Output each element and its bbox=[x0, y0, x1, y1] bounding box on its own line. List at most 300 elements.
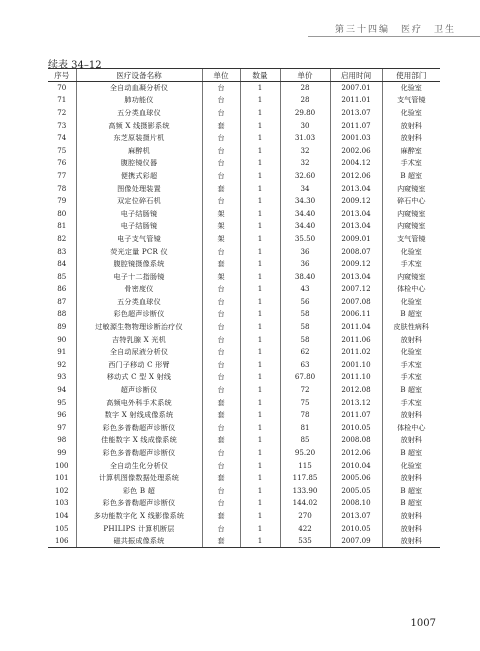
serial-number-cell: 91 bbox=[57, 347, 67, 357]
equipment-name-cell: 高频 X 线摄影系统 bbox=[76, 119, 202, 132]
quantity-cell: 1 bbox=[240, 535, 280, 548]
unit-price-cell: 43 bbox=[280, 283, 330, 296]
table-row bbox=[48, 220, 440, 233]
serial-number-cell: 82 bbox=[57, 233, 67, 243]
quantity-cell: 1 bbox=[240, 170, 280, 183]
table-row bbox=[48, 132, 440, 145]
serial-number-cell: 105 bbox=[54, 523, 69, 533]
department-cell: 化验室 bbox=[382, 459, 440, 472]
serial-number-cell: 81 bbox=[57, 221, 67, 231]
quantity-cell: 1 bbox=[240, 270, 280, 283]
serial-number-cell: 74 bbox=[57, 133, 67, 143]
unit-cell: 台 bbox=[202, 346, 240, 359]
start-date-cell: 2007.01 bbox=[330, 82, 382, 95]
quantity-cell: 1 bbox=[240, 182, 280, 195]
unit-cell: 套 bbox=[202, 510, 240, 523]
unit-cell: 架 bbox=[202, 233, 240, 246]
quantity-cell: 1 bbox=[240, 258, 280, 271]
unit-price-cell: 36 bbox=[280, 258, 330, 271]
serial-number-cell: 97 bbox=[57, 422, 67, 432]
unit-cell: 套 bbox=[202, 472, 240, 485]
page-number: 1007 bbox=[410, 618, 436, 629]
equipment-name-cell: 电子支气管镜 bbox=[76, 233, 202, 246]
department-cell: 放射科 bbox=[382, 119, 440, 132]
equipment-name-cell: 移动式 C 型 X 射线 bbox=[76, 371, 202, 384]
table-row bbox=[48, 144, 440, 157]
unit-cell: 台 bbox=[202, 384, 240, 397]
serial-number-cell: 101 bbox=[54, 473, 69, 483]
serial-number-cell: 71 bbox=[57, 95, 67, 105]
unit-cell: 台 bbox=[202, 283, 240, 296]
department-cell: 手术室 bbox=[382, 371, 440, 384]
table-caption: 续表 34–12 bbox=[48, 60, 102, 71]
department-cell: 内窥镜室 bbox=[382, 207, 440, 220]
unit-cell: 套 bbox=[202, 182, 240, 195]
start-date-cell: 2008.07 bbox=[330, 245, 382, 258]
equipment-name-cell: 电子十二指肠镜 bbox=[76, 270, 202, 283]
quantity-cell: 1 bbox=[240, 207, 280, 220]
unit-cell: 台 bbox=[202, 371, 240, 384]
serial-number-cell: 75 bbox=[57, 145, 67, 155]
quantity-cell: 1 bbox=[240, 233, 280, 246]
table-row bbox=[48, 258, 440, 271]
table-row bbox=[48, 497, 440, 510]
unit-cell: 台 bbox=[202, 157, 240, 170]
equipment-name-cell: 佳能数字 X 线成像系统 bbox=[76, 434, 202, 447]
start-date-cell: 2012.06 bbox=[330, 447, 382, 460]
start-date-cell: 2002.06 bbox=[330, 144, 382, 157]
equipment-name-cell: 计算机图像数据处理系统 bbox=[76, 472, 202, 485]
unit-cell: 台 bbox=[202, 321, 240, 334]
table-body bbox=[48, 82, 440, 548]
start-date-cell: 2013.04 bbox=[330, 207, 382, 220]
department-cell: 手术室 bbox=[382, 359, 440, 372]
start-date-cell: 2013.04 bbox=[330, 182, 382, 195]
unit-cell: 台 bbox=[202, 522, 240, 535]
quantity-cell: 1 bbox=[240, 245, 280, 258]
unit-cell: 台 bbox=[202, 459, 240, 472]
unit-price-cell: 36 bbox=[280, 245, 330, 258]
unit-cell: 台 bbox=[202, 107, 240, 120]
department-cell: 碎石中心 bbox=[382, 195, 440, 208]
start-date-cell: 2007.08 bbox=[330, 296, 382, 309]
serial-number-cell: 83 bbox=[57, 246, 67, 256]
unit-price-cell: 78 bbox=[280, 409, 330, 422]
quantity-cell: 1 bbox=[240, 220, 280, 233]
department-cell: 化验室 bbox=[382, 107, 440, 120]
table-row bbox=[48, 485, 440, 498]
table-row bbox=[48, 434, 440, 447]
table-row bbox=[48, 233, 440, 246]
table-row bbox=[48, 245, 440, 258]
department-cell: 化验室 bbox=[382, 245, 440, 258]
quantity-cell: 1 bbox=[240, 346, 280, 359]
quantity-cell: 1 bbox=[240, 459, 280, 472]
start-date-cell: 2009.12 bbox=[330, 258, 382, 271]
quantity-cell: 1 bbox=[240, 409, 280, 422]
unit-cell: 台 bbox=[202, 144, 240, 157]
serial-number-cell: 89 bbox=[57, 322, 67, 332]
header-equipment-name: 医疗设备名称 bbox=[76, 69, 202, 82]
department-cell: B 超室 bbox=[382, 170, 440, 183]
equipment-name-cell: 腹腔镜仪器 bbox=[76, 157, 202, 170]
serial-number-cell: 95 bbox=[57, 397, 67, 407]
equipment-name-cell: 彩色多普勒超声诊断仪 bbox=[76, 422, 202, 435]
equipment-name-cell: 全自动尿液分析仪 bbox=[76, 346, 202, 359]
department-cell: 放射科 bbox=[382, 434, 440, 447]
unit-price-cell: 32 bbox=[280, 157, 330, 170]
start-date-cell: 2011.01 bbox=[330, 94, 382, 107]
equipment-name-cell: 超声诊断仪 bbox=[76, 384, 202, 397]
quantity-cell: 1 bbox=[240, 144, 280, 157]
table-row bbox=[48, 510, 440, 523]
unit-price-cell: 28 bbox=[280, 94, 330, 107]
equipment-name-cell: 腹腔镜摄像系统 bbox=[76, 258, 202, 271]
table-row bbox=[48, 207, 440, 220]
unit-price-cell: 115 bbox=[280, 459, 330, 472]
serial-number-cell: 85 bbox=[57, 271, 67, 281]
start-date-cell: 2010.05 bbox=[330, 422, 382, 435]
department-cell: 放射科 bbox=[382, 132, 440, 145]
quantity-cell: 1 bbox=[240, 485, 280, 498]
quantity-cell: 1 bbox=[240, 195, 280, 208]
equipment-name-cell: 双定位碎石机 bbox=[76, 195, 202, 208]
department-cell: 内窥镜室 bbox=[382, 220, 440, 233]
department-cell: 支气管镜 bbox=[382, 94, 440, 107]
equipment-name-cell: 电子结肠镜 bbox=[76, 207, 202, 220]
unit-price-cell: 117.85 bbox=[280, 472, 330, 485]
department-cell: B 超室 bbox=[382, 384, 440, 397]
unit-cell: 台 bbox=[202, 245, 240, 258]
equipment-name-cell: 磁共振成像系统 bbox=[76, 535, 202, 548]
quantity-cell: 1 bbox=[240, 447, 280, 460]
department-cell: 化验室 bbox=[382, 296, 440, 309]
start-date-cell: 2013.07 bbox=[330, 510, 382, 523]
equipment-name-cell: 荧光定量 PCR 仪 bbox=[76, 245, 202, 258]
serial-number-cell: 77 bbox=[57, 170, 67, 180]
table-row bbox=[48, 94, 440, 107]
department-cell: 手术室 bbox=[382, 157, 440, 170]
unit-cell: 台 bbox=[202, 82, 240, 95]
unit-price-cell: 72 bbox=[280, 384, 330, 397]
header-serial-number: 序号 bbox=[48, 69, 76, 82]
quantity-cell: 1 bbox=[240, 333, 280, 346]
start-date-cell: 2006.11 bbox=[330, 308, 382, 321]
serial-number-cell: 92 bbox=[57, 359, 67, 369]
table-row bbox=[48, 459, 440, 472]
equipment-name-cell: 彩色多普勒超声诊断仪 bbox=[76, 497, 202, 510]
department-cell: 内窥镜室 bbox=[382, 270, 440, 283]
department-cell: B 超室 bbox=[382, 485, 440, 498]
equipment-name-cell: 西门子移动 C 形臂 bbox=[76, 359, 202, 372]
start-date-cell: 2005.06 bbox=[330, 472, 382, 485]
running-head: 第三十四编 医疗 卫生 bbox=[334, 25, 456, 35]
quantity-cell: 1 bbox=[240, 296, 280, 309]
serial-number-cell: 72 bbox=[57, 107, 67, 117]
table-row bbox=[48, 333, 440, 346]
table-row bbox=[48, 371, 440, 384]
unit-price-cell: 58 bbox=[280, 333, 330, 346]
unit-price-cell: 67.80 bbox=[280, 371, 330, 384]
serial-number-cell: 90 bbox=[57, 334, 67, 344]
start-date-cell: 2012.06 bbox=[330, 170, 382, 183]
quantity-cell: 1 bbox=[240, 132, 280, 145]
quantity-cell: 1 bbox=[240, 94, 280, 107]
start-date-cell: 2007.12 bbox=[330, 283, 382, 296]
unit-cell: 台 bbox=[202, 497, 240, 510]
quantity-cell: 1 bbox=[240, 283, 280, 296]
start-date-cell: 2001.10 bbox=[330, 359, 382, 372]
table-header-row bbox=[48, 69, 440, 82]
start-date-cell: 2009.01 bbox=[330, 233, 382, 246]
unit-price-cell: 32 bbox=[280, 144, 330, 157]
unit-price-cell: 32.60 bbox=[280, 170, 330, 183]
department-cell: 皮肤性病科 bbox=[382, 321, 440, 334]
equipment-name-cell: 吉特乳腺 X 光机 bbox=[76, 333, 202, 346]
unit-price-cell: 34 bbox=[280, 182, 330, 195]
equipment-name-cell: PHILIPS 计算机断层 bbox=[76, 522, 202, 535]
unit-price-cell: 85 bbox=[280, 434, 330, 447]
department-cell: 放射科 bbox=[382, 409, 440, 422]
header-department: 使用部门 bbox=[382, 69, 440, 82]
serial-number-cell: 78 bbox=[57, 183, 67, 193]
unit-price-cell: 81 bbox=[280, 422, 330, 435]
table-row bbox=[48, 447, 440, 460]
serial-number-cell: 106 bbox=[48, 535, 76, 548]
unit-cell: 套 bbox=[202, 535, 240, 548]
department-cell: 内窥镜室 bbox=[382, 182, 440, 195]
start-date-cell: 2008.10 bbox=[330, 497, 382, 510]
department-cell: 放射科 bbox=[382, 472, 440, 485]
table-row bbox=[48, 296, 440, 309]
department-cell: 体检中心 bbox=[382, 283, 440, 296]
department-cell: B 超室 bbox=[382, 308, 440, 321]
department-cell: B 超室 bbox=[382, 497, 440, 510]
quantity-cell: 1 bbox=[240, 384, 280, 397]
serial-number-cell: 98 bbox=[57, 435, 67, 445]
department-cell: B 超室 bbox=[382, 447, 440, 460]
serial-number-cell: 103 bbox=[54, 498, 69, 508]
unit-price-cell: 535 bbox=[280, 535, 330, 548]
table-row bbox=[48, 472, 440, 485]
unit-price-cell: 56 bbox=[280, 296, 330, 309]
unit-cell: 台 bbox=[202, 485, 240, 498]
running-head-rule bbox=[308, 36, 480, 37]
unit-price-cell: 58 bbox=[280, 308, 330, 321]
unit-cell: 台 bbox=[202, 359, 240, 372]
start-date-cell: 2011.04 bbox=[330, 321, 382, 334]
equipment-name-cell: 彩色 B 超 bbox=[76, 485, 202, 498]
serial-number-cell: 80 bbox=[57, 208, 67, 218]
department-cell: 体检中心 bbox=[382, 422, 440, 435]
serial-number-cell: 88 bbox=[57, 309, 67, 319]
table-row bbox=[48, 107, 440, 120]
unit-cell: 套 bbox=[202, 409, 240, 422]
table-row bbox=[48, 170, 440, 183]
unit-price-cell: 58 bbox=[280, 321, 330, 334]
quantity-cell: 1 bbox=[240, 510, 280, 523]
start-date-cell: 2011.07 bbox=[330, 409, 382, 422]
quantity-cell: 1 bbox=[240, 472, 280, 485]
serial-number-cell: 93 bbox=[57, 372, 67, 382]
table-row bbox=[48, 195, 440, 208]
unit-cell: 套 bbox=[202, 258, 240, 271]
serial-number-cell: 84 bbox=[57, 259, 67, 269]
table-row bbox=[48, 384, 440, 397]
unit-price-cell: 30 bbox=[280, 119, 330, 132]
unit-price-cell: 34.30 bbox=[280, 195, 330, 208]
quantity-cell: 1 bbox=[240, 82, 280, 95]
unit-cell: 套 bbox=[202, 119, 240, 132]
start-date-cell: 2009.12 bbox=[330, 195, 382, 208]
equipment-name-cell: 高频电外科手术系统 bbox=[76, 396, 202, 409]
table-row bbox=[48, 157, 440, 170]
start-date-cell: 2011.07 bbox=[330, 119, 382, 132]
start-date-cell: 2013.07 bbox=[330, 107, 382, 120]
unit-price-cell: 38.40 bbox=[280, 270, 330, 283]
table-row bbox=[48, 522, 440, 535]
header-start-date: 启用时间 bbox=[330, 69, 382, 82]
unit-price-cell: 75 bbox=[280, 396, 330, 409]
unit-cell: 架 bbox=[202, 270, 240, 283]
table-row bbox=[48, 283, 440, 296]
table-row bbox=[48, 308, 440, 321]
equipment-name-cell: 肺功能仪 bbox=[76, 94, 202, 107]
unit-cell: 台 bbox=[202, 195, 240, 208]
equipment-name-cell: 多功能数字化 X 线影像系统 bbox=[76, 510, 202, 523]
unit-price-cell: 34.40 bbox=[280, 220, 330, 233]
serial-number-cell: 76 bbox=[57, 158, 67, 168]
start-date-cell: 2007.09 bbox=[330, 535, 382, 548]
unit-cell: 台 bbox=[202, 333, 240, 346]
department-cell: 放射科 bbox=[382, 333, 440, 346]
unit-price-cell: 28 bbox=[280, 82, 330, 95]
header-unit: 单位 bbox=[202, 69, 240, 82]
serial-number-cell: 94 bbox=[57, 385, 67, 395]
start-date-cell: 2013.04 bbox=[330, 270, 382, 283]
unit-cell: 台 bbox=[202, 447, 240, 460]
equipment-name-cell: 彩色多普勒超声诊断仪 bbox=[76, 447, 202, 460]
equipment-name-cell: 全自动生化分析仪 bbox=[76, 459, 202, 472]
serial-number-cell: 86 bbox=[57, 284, 67, 294]
department-cell: 放射科 bbox=[382, 535, 440, 548]
quantity-cell: 1 bbox=[240, 119, 280, 132]
unit-price-cell: 144.02 bbox=[280, 497, 330, 510]
unit-cell: 台 bbox=[202, 170, 240, 183]
department-cell: 化验室 bbox=[382, 82, 440, 95]
start-date-cell: 2008.08 bbox=[330, 434, 382, 447]
start-date-cell: 2010.04 bbox=[330, 459, 382, 472]
unit-cell: 台 bbox=[202, 422, 240, 435]
quantity-cell: 1 bbox=[240, 396, 280, 409]
equipment-name-cell: 五分类血球仪 bbox=[76, 107, 202, 120]
start-date-cell: 2010.05 bbox=[330, 522, 382, 535]
table-row bbox=[48, 346, 440, 359]
department-cell: 放射科 bbox=[382, 510, 440, 523]
quantity-cell: 1 bbox=[240, 107, 280, 120]
unit-price-cell: 34.40 bbox=[280, 207, 330, 220]
equipment-name-cell: 东芝原装摄片机 bbox=[76, 132, 202, 145]
table-row bbox=[48, 270, 440, 283]
department-cell: 手术室 bbox=[382, 258, 440, 271]
start-date-cell: 2001.03 bbox=[330, 132, 382, 145]
start-date-cell: 2012.08 bbox=[330, 384, 382, 397]
start-date-cell: 2011.06 bbox=[330, 333, 382, 346]
unit-price-cell: 95.20 bbox=[280, 447, 330, 460]
serial-number-cell: 104 bbox=[54, 510, 69, 520]
serial-number-cell: 100 bbox=[54, 460, 69, 470]
equipment-table bbox=[48, 68, 440, 548]
start-date-cell: 2011.02 bbox=[330, 346, 382, 359]
table-row bbox=[48, 535, 440, 548]
serial-number-cell: 70 bbox=[57, 83, 67, 93]
quantity-cell: 1 bbox=[240, 157, 280, 170]
unit-price-cell: 29.80 bbox=[280, 107, 330, 120]
serial-number-cell: 99 bbox=[57, 448, 67, 458]
equipment-name-cell: 彩色超声诊断仪 bbox=[76, 308, 202, 321]
start-date-cell: 2013.12 bbox=[330, 396, 382, 409]
unit-price-cell: 35.50 bbox=[280, 233, 330, 246]
equipment-name-cell: 过敏源生物物理诊断治疗仪 bbox=[76, 321, 202, 334]
serial-number-cell: 73 bbox=[57, 120, 67, 130]
equipment-name-cell: 全自动血凝分析仪 bbox=[76, 82, 202, 95]
quantity-cell: 1 bbox=[240, 359, 280, 372]
unit-price-cell: 63 bbox=[280, 359, 330, 372]
header-quantity: 数量 bbox=[240, 69, 280, 82]
start-date-cell: 2011.10 bbox=[330, 371, 382, 384]
quantity-cell: 1 bbox=[240, 422, 280, 435]
department-cell: 放射科 bbox=[382, 522, 440, 535]
table-row bbox=[48, 119, 440, 132]
department-cell: 手术室 bbox=[382, 396, 440, 409]
serial-number-cell: 87 bbox=[57, 296, 67, 306]
quantity-cell: 1 bbox=[240, 497, 280, 510]
table-row bbox=[48, 321, 440, 334]
unit-cell: 台 bbox=[202, 94, 240, 107]
quantity-cell: 1 bbox=[240, 522, 280, 535]
equipment-name-cell: 数字 X 射线成像系统 bbox=[76, 409, 202, 422]
equipment-name-cell: 骨密度仪 bbox=[76, 283, 202, 296]
equipment-name-cell: 五分类血球仪 bbox=[76, 296, 202, 309]
department-cell: 支气管镜 bbox=[382, 233, 440, 246]
table-row bbox=[48, 409, 440, 422]
start-date-cell: 2005.05 bbox=[330, 485, 382, 498]
equipment-name-cell: 电子结肠镜 bbox=[76, 220, 202, 233]
serial-number-cell: 79 bbox=[57, 196, 67, 206]
quantity-cell: 1 bbox=[240, 371, 280, 384]
quantity-cell: 1 bbox=[240, 434, 280, 447]
unit-price-cell: 422 bbox=[280, 522, 330, 535]
department-cell: 化验室 bbox=[382, 346, 440, 359]
table-row bbox=[48, 422, 440, 435]
unit-price-cell: 62 bbox=[280, 346, 330, 359]
unit-cell: 架 bbox=[202, 207, 240, 220]
unit-cell: 台 bbox=[202, 132, 240, 145]
quantity-cell: 1 bbox=[240, 321, 280, 334]
header-unit-price: 单价 bbox=[280, 69, 330, 82]
unit-cell: 台 bbox=[202, 296, 240, 309]
table-row bbox=[48, 359, 440, 372]
serial-number-cell: 96 bbox=[57, 410, 67, 420]
quantity-cell: 1 bbox=[240, 308, 280, 321]
unit-price-cell: 133.90 bbox=[280, 485, 330, 498]
department-cell: 麻醉室 bbox=[382, 144, 440, 157]
serial-number-cell: 102 bbox=[54, 485, 69, 495]
unit-cell: 套 bbox=[202, 396, 240, 409]
unit-price-cell: 31.03 bbox=[280, 132, 330, 145]
start-date-cell: 2013.04 bbox=[330, 220, 382, 233]
table-row bbox=[48, 182, 440, 195]
